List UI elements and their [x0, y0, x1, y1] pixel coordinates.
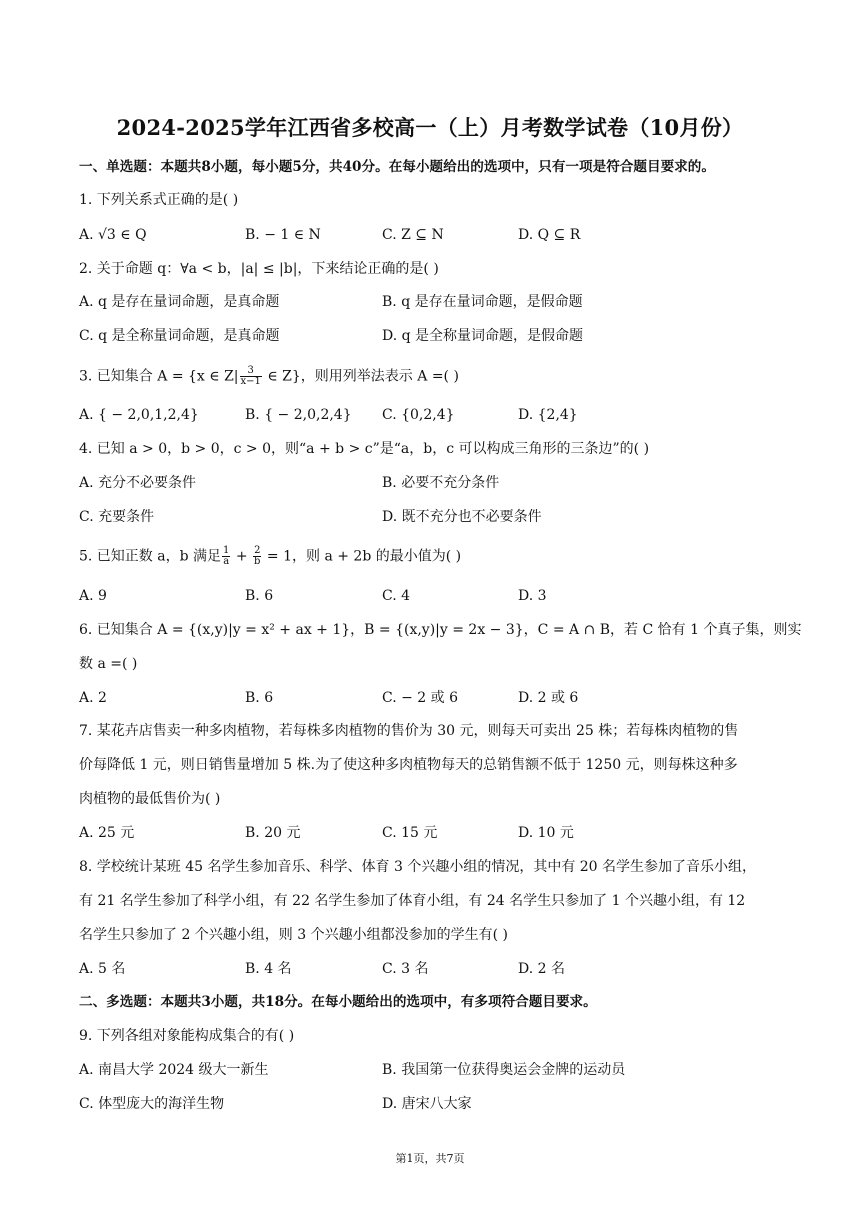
question-2-option-a: A. q 是存在量词命题，是真命题: [79, 294, 280, 310]
question-9-option-a: A. 南昌大学 2024 级大一新生: [79, 1062, 269, 1078]
question-7-option-c: C. 15 元: [382, 825, 438, 841]
question-4-stem: 4. 已知 a > 0，b > 0，c > 0，则“a + b > c”是“a，b，c 可以构成三角形的三条边”的( ): [79, 441, 650, 457]
question-2-option-c: C. q 是全称量词命题，是真命题: [79, 328, 280, 344]
question-5-option-d: D. 3: [518, 588, 547, 604]
question-3-option-a: A. { − 2,0,1,2,4}: [79, 407, 199, 423]
question-6-option-a: A. 2: [79, 690, 107, 706]
question-3-option-b: B. { − 2,0,2,4}: [245, 407, 352, 423]
question-9-stem: 9. 下列各组对象能构成集合的有( ): [79, 1028, 295, 1044]
question-5-option-c: C. 4: [382, 588, 411, 604]
question-1-stem: 1. 下列关系式正确的是( ): [79, 192, 239, 208]
section-heading-single-choice: 一、单选题：本题共8小题，每小题5分，共40分。在每小题给出的选项中，只有一项是符合题目要求的。: [79, 159, 715, 175]
question-8-stem-line-3: 名学生只参加了 2 个兴趣小组，则 3 个兴趣小组都没参加的学生有( ): [79, 927, 508, 943]
question-6-option-d: D. 2 或 6: [518, 690, 579, 706]
question-2-stem: 2. 关于命题 q：∀a < b，|a| ≤ |b|，下来结论正确的是( ): [79, 261, 439, 277]
question-1-option-c: C. Z ⊆ N: [382, 227, 444, 243]
question-7-option-a: A. 25 元: [79, 825, 135, 841]
question-4-option-d: D. 既不充分也不必要条件: [382, 509, 542, 525]
question-3-stem-prefix: 3. 已知集合 A = {x ∈ Z|: [79, 368, 239, 385]
question-9-option-c: C. 体型庞大的海洋生物: [79, 1096, 225, 1112]
question-8-option-b: B. 4 名: [245, 961, 292, 977]
question-6-option-b: B. 6: [245, 690, 274, 706]
question-6-option-c: C. − 2 或 6: [382, 690, 459, 706]
question-7-option-b: B. 20 元: [245, 825, 301, 841]
question-4-option-c: C. 充要条件: [79, 509, 155, 525]
page-title: 2024-2025学年江西省多校高一（上）月考数学试卷（10月份）: [116, 115, 744, 140]
question-8-stem-line-2: 有 21 名学生参加了科学小组，有 22 名学生参加了体育小组，有 24 名学生只参加了 1 个兴趣小组，有 12: [79, 893, 746, 909]
question-1-option-a: A. √3 ∈ Q: [79, 227, 147, 243]
question-2-option-b: B. q 是存在量词命题，是假命题: [382, 294, 583, 310]
question-5-option-b: B. 6: [245, 588, 274, 604]
question-8-option-c: C. 3 名: [382, 961, 429, 977]
fraction-denominator: b: [254, 556, 261, 567]
question-4-option-a: A. 充分不必要条件: [79, 475, 197, 491]
question-3-option-c: C. {0,2,4}: [382, 407, 455, 423]
question-3-option-d: D. {2,4}: [518, 407, 578, 423]
question-9-option-d: D. 唐宋八大家: [382, 1096, 472, 1112]
section-heading-multiple-choice: 二、多选题：本题共3小题，共18分。在每小题给出的选项中，有多项符合题目要求。: [79, 994, 597, 1010]
question-9-option-b: B. 我国第一位获得奥运会金牌的运动员: [382, 1062, 626, 1078]
fraction-numerator: 3: [240, 366, 262, 377]
question-4-option-b: B. 必要不充分条件: [382, 475, 500, 491]
question-3-stem: [79, 366, 800, 387]
fraction-numerator: 2: [254, 545, 261, 556]
fraction-numerator: 1: [223, 545, 230, 556]
fraction: [240, 366, 262, 387]
question-7-stem-line-3: 肉植物的最低售价为( ): [79, 791, 221, 807]
fraction: [253, 546, 261, 567]
question-2-option-d: D. q 是全称量词命题，是假命题: [382, 328, 584, 344]
question-5-stem-suffix: = 1，则 a + 2b 的最小值为( ): [262, 548, 462, 565]
fraction-denominator: x−1: [240, 376, 261, 387]
question-7-stem-line-1: 7. 某花卉店售卖一种多肉植物，若每株多肉植物的售价为 30 元，则每天可卖出 25 株；若每株肉植物的售: [79, 723, 739, 739]
question-8-option-a: A. 5 名: [79, 961, 126, 977]
plus-sign: +: [231, 548, 253, 565]
question-7-option-d: D. 10 元: [518, 825, 574, 841]
fraction-denominator: a: [223, 556, 230, 567]
question-3-stem-suffix: ∈ Z}，则用列举法表示 A =( ): [262, 368, 459, 385]
fraction: [222, 546, 230, 567]
question-5-stem: [79, 546, 800, 567]
question-7-stem-line-2: 价每降低 1 元，则日销售量增加 5 株.为了使这种多肉植物每天的总销售额不低于 1250 元，则每株这种多: [79, 757, 738, 773]
question-1-option-b: B. − 1 ∈ N: [245, 227, 321, 243]
question-6-stem-line-2: 数 a =( ): [79, 656, 138, 672]
question-6-stem-line-1: 6. 已知集合 A = {(x,y)|y = x² + ax + 1}，B = {(x,y)|y = 2x − 3}，C = A ∩ B，若 C 恰有 1 个真子集，则实: [79, 622, 802, 638]
question-5-stem-prefix: 5. 已知正数 a，b 满足: [79, 548, 222, 565]
question-8-option-d: D. 2 名: [518, 961, 565, 977]
question-1-option-d: D. Q ⊆ R: [518, 227, 581, 243]
question-5-option-a: A. 9: [79, 588, 107, 604]
question-8-stem-line-1: 8. 学校统计某班 45 名学生参加音乐、科学、体育 3 个兴趣小组的情况，其中有 20 名学生参加了音乐小组，: [79, 859, 757, 875]
page-number-footer: 第1页，共7页: [395, 1152, 465, 1165]
